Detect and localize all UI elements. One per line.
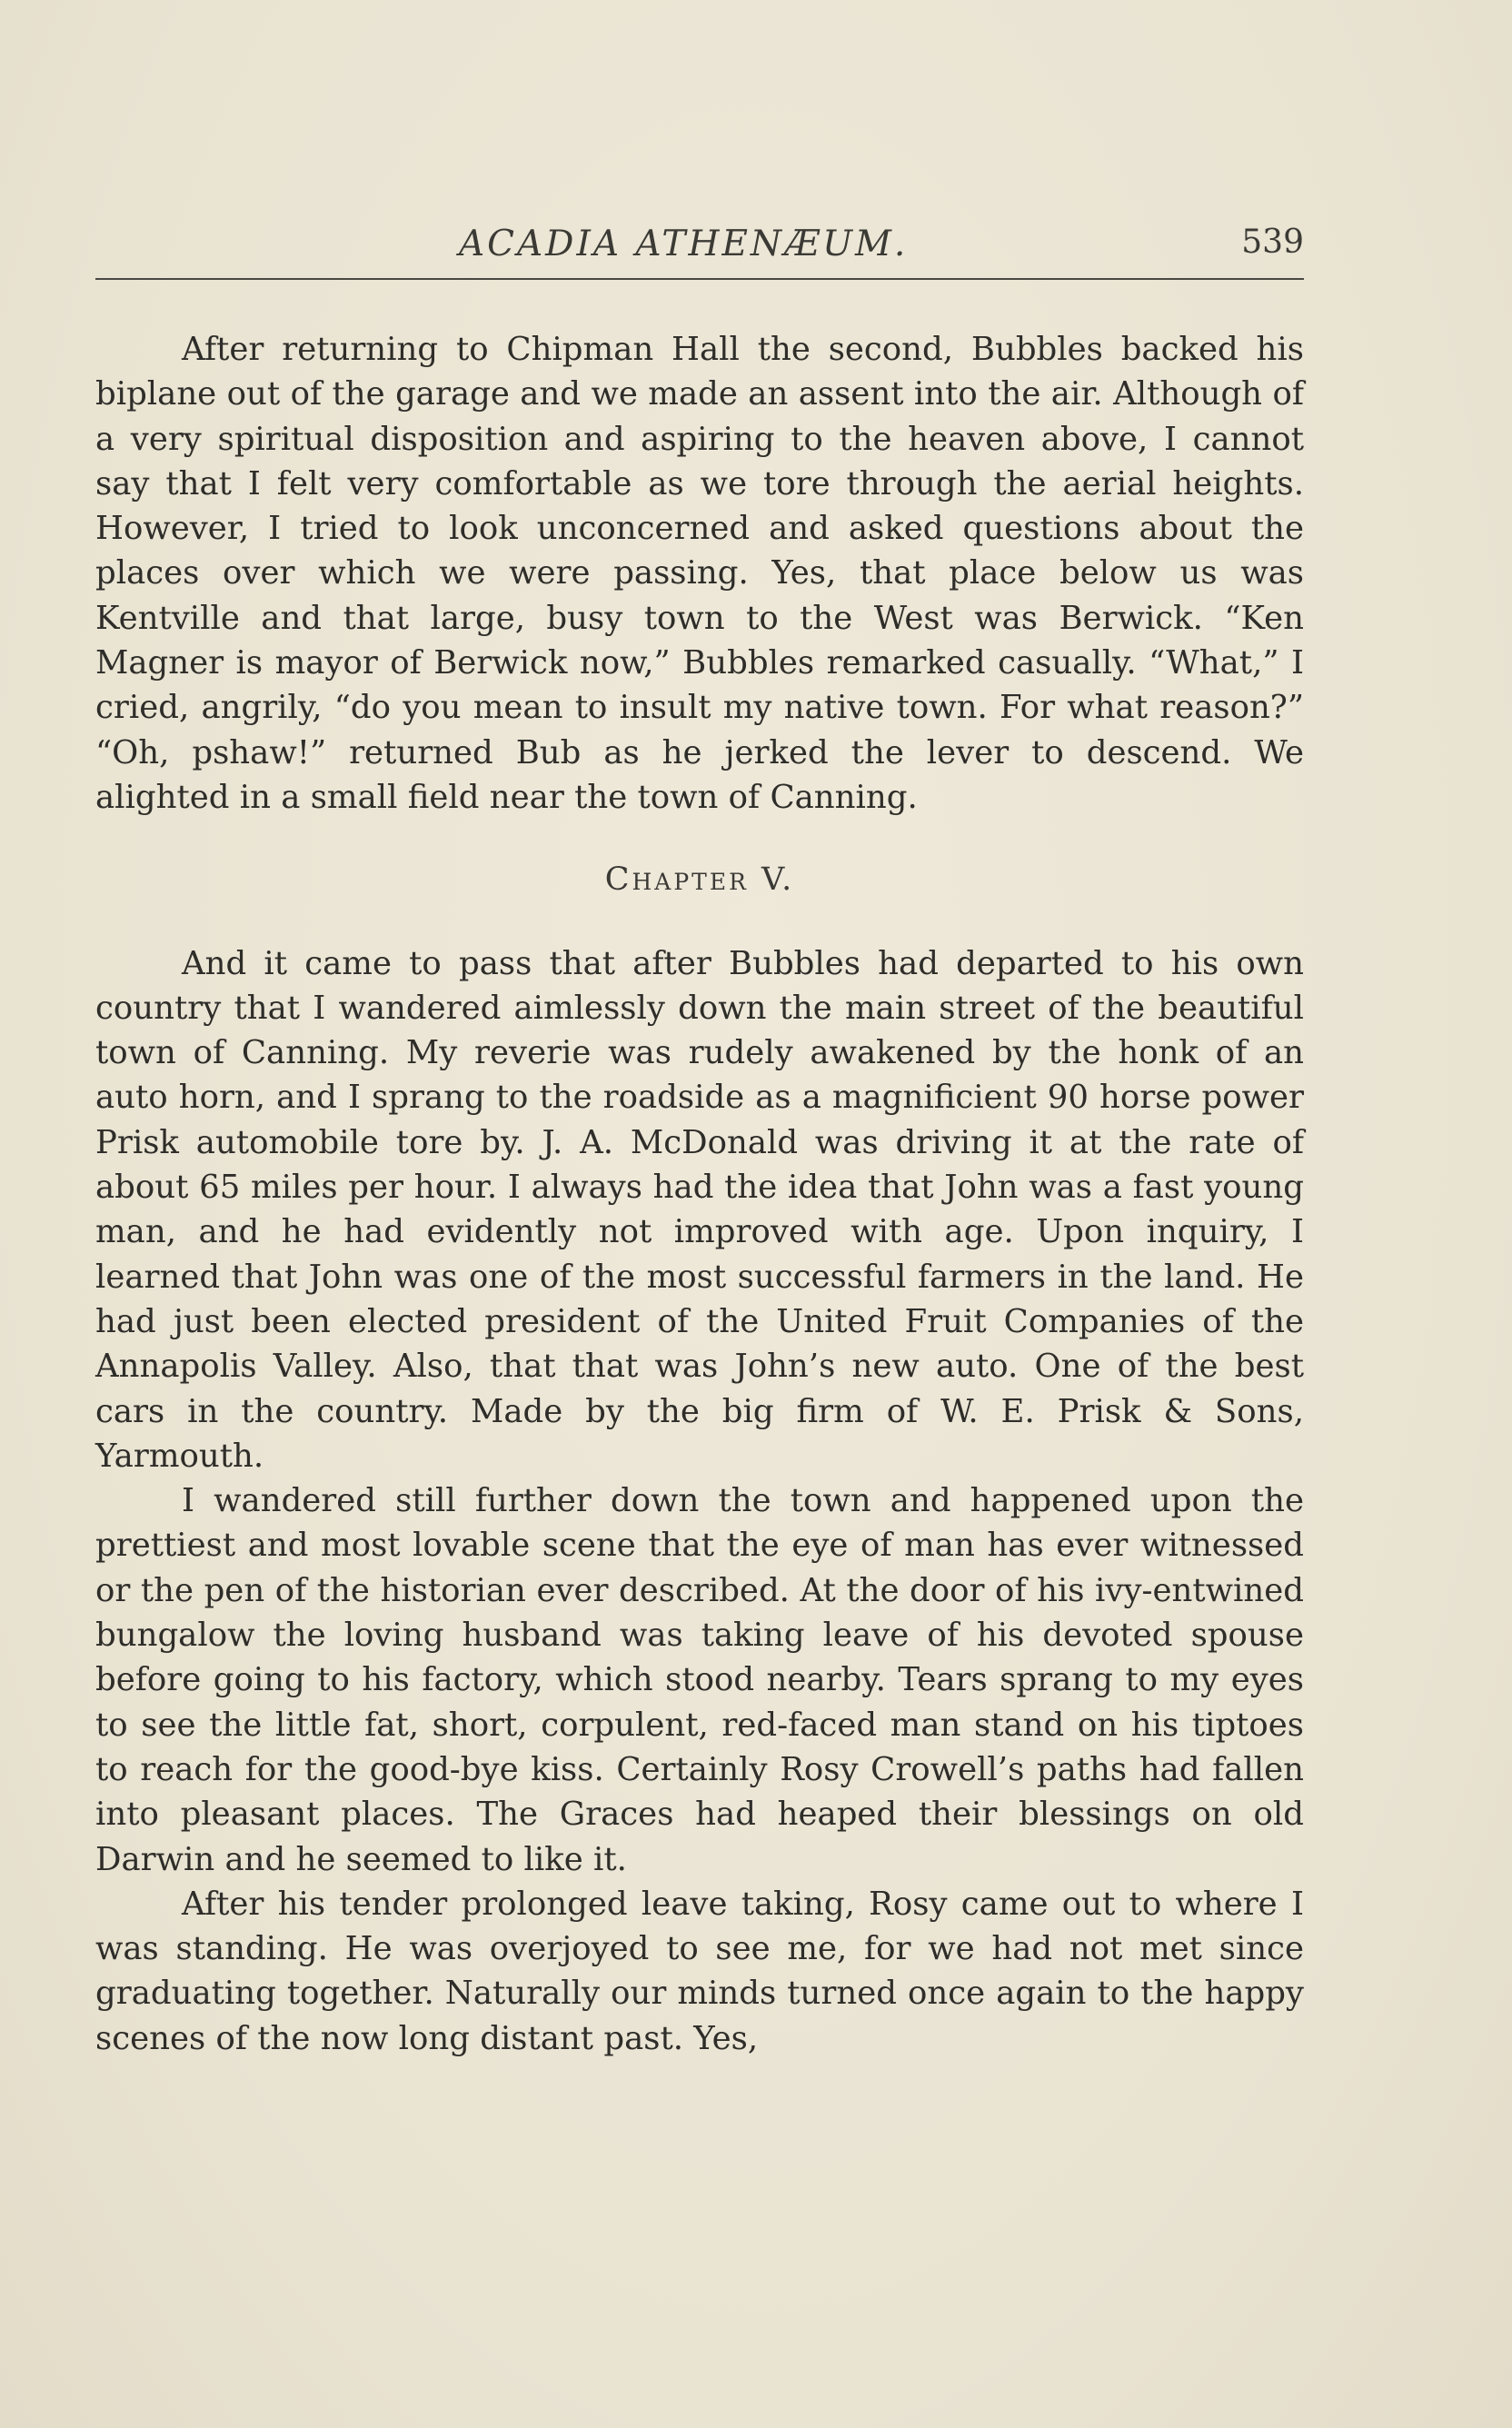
page-number: 539 [1241,224,1304,261]
running-title: ACADIA ATHENÆUM. [459,224,909,264]
paragraph: After his tender prolonged leave taking, Rosy came out to where I was standing. He was overjoyed to see me, for we had not met since graduating together. Naturally our minds turned once again to the happy scenes of the now long distant past. Yes, [95,1885,1304,2057]
paragraph: After returning to Chipman Hall the second, Bubbles backed his biplane out of the garage and we made an assent into the air. Although of a very spiritual disposition and aspiring to the heaven above, I cannot say that I felt very comfortable as we tore through the aerial heights. However, I tried to look unconcerned and asked questions about the places over which we were passing. Yes, that place below us was Kentville and that large, busy town to the West was Berwick. “Ken Magner is mayor of Berwick now,” Bubbles remarked casually. “What,” I cried, angrily, “do you mean to insult my native town. For what reason?” “Oh, pshaw!” returned Bub as he jerked the lever to descend. We alighted in a small field near the town of Canning. [95,331,1304,816]
chapter-heading: Chapter V. [604,861,795,899]
header-rule [95,278,1304,280]
page-header [95,218,1304,274]
article-body [95,327,1304,2061]
paragraph: And it came to pass that after Bubbles had departed to his own country that I wandered aimlessly down the main street of the beautiful town of Canning. My reverie was rudely awakened by the honk of an auto horn, and I sprang to the roadside as a magnificient 90 horse power Prisk automobile tore by. J. A. McDonald was driving it at the rate of about 65 miles per hour. I always had the idea that John was a fast young man, and he had evidently not improved with age. Upon inquiry, I learned that John was one of the most successful farmers in the land. He had just been elected president of the United Fruit Companies of the Annapolis Valley. Also, that that was John’s new auto. One of the best cars in the country. Made by the big firm of W. E. Prisk & Sons, Yarmouth. [95,944,1304,1475]
paragraph: I wandered still further down the town and happened upon the prettiest and most lovable scene that the eye of man has ever witnessed or the pen of the historian ever described. At the door of his ivy-entwined bungalow the loving husband was taking leave of his devoted spouse before going to his factory, which stood nearby. Tears sprang to my eyes to see the little fat, short, corpulent, red-faced man stand on his tiptoes to reach for the good-bye kiss. Certainly Rosy Crowell’s paths had fallen into pleasant places. The Graces had heaped their blessings on old Darwin and he seemed to like it. [95,1482,1304,1878]
